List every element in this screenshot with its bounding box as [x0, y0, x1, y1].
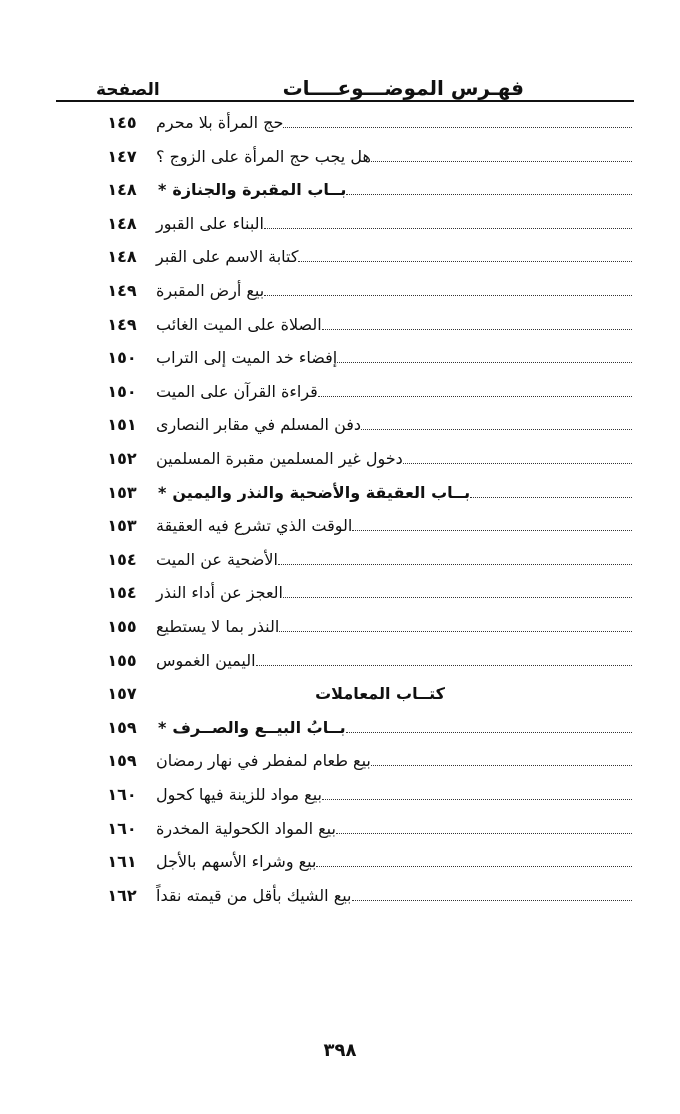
dot-leader [278, 564, 632, 565]
toc-entry-row [0, 845, 680, 878]
toc-entry-row [0, 240, 680, 273]
entry-page-number: ١٦٠ [107, 818, 137, 838]
section-title: بــاب العقيقة والأضحية والنذر واليمين [172, 482, 471, 502]
toc-entry [150, 106, 632, 139]
toc-entry-row [0, 879, 680, 912]
entry-title: بيع وشراء الأسهم بالأجل [156, 852, 317, 872]
toc-entry [150, 207, 632, 240]
dot-leader [283, 597, 632, 598]
toc-entry-row [0, 576, 680, 609]
dot-leader [403, 463, 632, 464]
entry-page-number: ١٥٤ [107, 583, 137, 603]
dot-leader [352, 900, 633, 901]
toc-entry-row [0, 778, 680, 811]
dot-leader [298, 261, 632, 262]
toc-entry-row [0, 543, 680, 576]
toc-entry-row [0, 207, 680, 240]
section-heading-row [0, 711, 680, 744]
dot-leader [371, 765, 632, 766]
entry-title: اليمين الغموس [156, 650, 256, 670]
toc-entry [150, 140, 632, 173]
toc-entry [150, 476, 632, 509]
toc-entry-row [0, 375, 680, 408]
entry-title: النذر بما لا يستطيع [156, 617, 280, 636]
entry-page-number: ١٥٣ [107, 516, 137, 536]
entry-page-number: ١٥٩ [107, 751, 137, 771]
toc-entry [150, 341, 632, 374]
entry-title: العجز عن أداء النذر [156, 583, 283, 603]
section-title: بــاب المقبرة والجنازة [172, 180, 347, 200]
entry-title: البناء على القبور [156, 213, 264, 233]
toc-entry [150, 509, 632, 542]
toc-entry-row [0, 274, 680, 307]
toc-entry [150, 778, 632, 811]
entry-page-number: ١٥١ [107, 415, 137, 435]
dot-leader [264, 228, 632, 229]
toc-entry-row [0, 341, 680, 374]
entry-title: هل يجب حج المرأة على الزوج ؟ [156, 146, 371, 166]
entry-page-number: ١٤٨ [107, 180, 137, 200]
dot-leader [346, 194, 632, 195]
entry-page-number: ١٦٢ [107, 885, 137, 905]
toc-entry [150, 543, 632, 576]
section-heading-row [0, 476, 680, 509]
entry-page-number: ١٤٨ [107, 213, 137, 233]
toc-entry [150, 744, 632, 777]
entry-page-number: ١٤٩ [107, 314, 137, 334]
entry-title: إفضاء خد الميت إلى التراب [156, 348, 338, 368]
dot-leader [361, 429, 632, 430]
toc-entry [150, 308, 632, 341]
entry-title: بيع مواد للزينة فيها كحول [156, 785, 322, 804]
toc-entry [150, 408, 632, 441]
section-star-icon: * [158, 717, 167, 737]
entry-page-number: ١٤٩ [107, 281, 137, 300]
book-page-number: ١٥٧ [107, 684, 137, 704]
page-header [56, 70, 634, 100]
section-heading-row [0, 173, 680, 206]
entry-page-number: ١٦٠ [107, 785, 137, 804]
entry-page-number: ١٥٩ [107, 717, 137, 737]
entry-page-number: ١٥٠ [107, 381, 137, 401]
entry-page-number: ١٥٠ [107, 348, 137, 368]
toc-entry-row [0, 509, 680, 542]
dot-leader [283, 127, 632, 128]
toc-entry [150, 879, 632, 912]
dot-leader [346, 732, 632, 733]
dot-leader [322, 799, 632, 800]
entry-title: الوقت الذي تشرع فيه العقيقة [156, 516, 353, 536]
entry-page-number: ١٤٨ [107, 247, 137, 267]
toc-entry [150, 274, 632, 307]
toc-entry-row [0, 610, 680, 643]
page-title: فهـرس الموضـــوعــــات [282, 76, 524, 100]
toc-entry [150, 442, 632, 475]
toc-entry [150, 812, 632, 845]
page-column-label: الصفحة [96, 80, 160, 100]
dot-leader [279, 631, 632, 632]
entry-page-number: ١٤٥ [107, 113, 137, 132]
section-title: بــابُ البيــع والصــرف [172, 717, 346, 737]
dot-leader [322, 329, 632, 330]
entry-title: بيع المواد الكحولية المخدرة [156, 818, 336, 838]
toc-entry-row [0, 442, 680, 475]
page-number: ٣٩٨ [323, 1040, 357, 1061]
entry-title: الأضحية عن الميت [156, 549, 278, 569]
entry-title: حج المرأة بلا محرم [156, 113, 284, 132]
toc-entry-row [0, 644, 680, 677]
entry-title: دخول غير المسلمين مقبرة المسلمين [156, 449, 403, 468]
toc-entry-row [0, 744, 680, 777]
book-heading-row [0, 677, 680, 710]
toc-entry-row [0, 408, 680, 441]
toc-entry-row [0, 140, 680, 173]
dot-leader [316, 866, 632, 867]
entry-page-number: ١٥٥ [107, 650, 137, 670]
toc-entry-row [0, 308, 680, 341]
toc-entry [150, 845, 632, 878]
entry-title: بيع طعام لمفطر في نهار رمضان [156, 751, 371, 771]
entry-title: بيع الشيك بأقل من قيمته نقداً [156, 885, 352, 905]
entry-title: الصلاة على الميت الغائب [156, 314, 322, 334]
entry-page-number: ١٦١ [107, 852, 137, 872]
toc-entry [150, 644, 632, 677]
toc-entry [150, 711, 632, 744]
entry-title: بيع أرض المقبرة [156, 281, 265, 300]
dot-leader [371, 161, 632, 162]
entry-page-number: ١٥٥ [107, 617, 137, 636]
entry-page-number: ١٥٤ [107, 549, 137, 569]
toc-entry-row [0, 106, 680, 139]
toc-entry [150, 576, 632, 609]
header-divider [56, 100, 634, 102]
entry-page-number: ١٤٧ [107, 146, 137, 166]
dot-leader [470, 497, 632, 498]
section-star-icon: * [158, 180, 167, 200]
toc-entry [150, 240, 632, 273]
dot-leader [336, 833, 632, 834]
dot-leader [318, 396, 632, 397]
dot-leader [337, 362, 632, 363]
section-star-icon: * [158, 482, 167, 502]
entry-title: قراءة القرآن على الميت [156, 381, 318, 401]
book-title: كتــاب المعاملات [315, 684, 445, 704]
toc-entry [150, 375, 632, 408]
toc-entry-row [0, 812, 680, 845]
entry-page-number: ١٥٢ [107, 449, 137, 468]
entry-title: كتابة الاسم على القبر [156, 247, 299, 267]
entry-title: دفن المسلم في مقابر النصارى [156, 415, 362, 435]
toc-entry [150, 610, 632, 643]
toc-entry [150, 173, 632, 206]
dot-leader [264, 295, 632, 296]
entry-page-number: ١٥٣ [107, 482, 137, 502]
dot-leader [352, 530, 632, 531]
dot-leader [256, 665, 632, 666]
